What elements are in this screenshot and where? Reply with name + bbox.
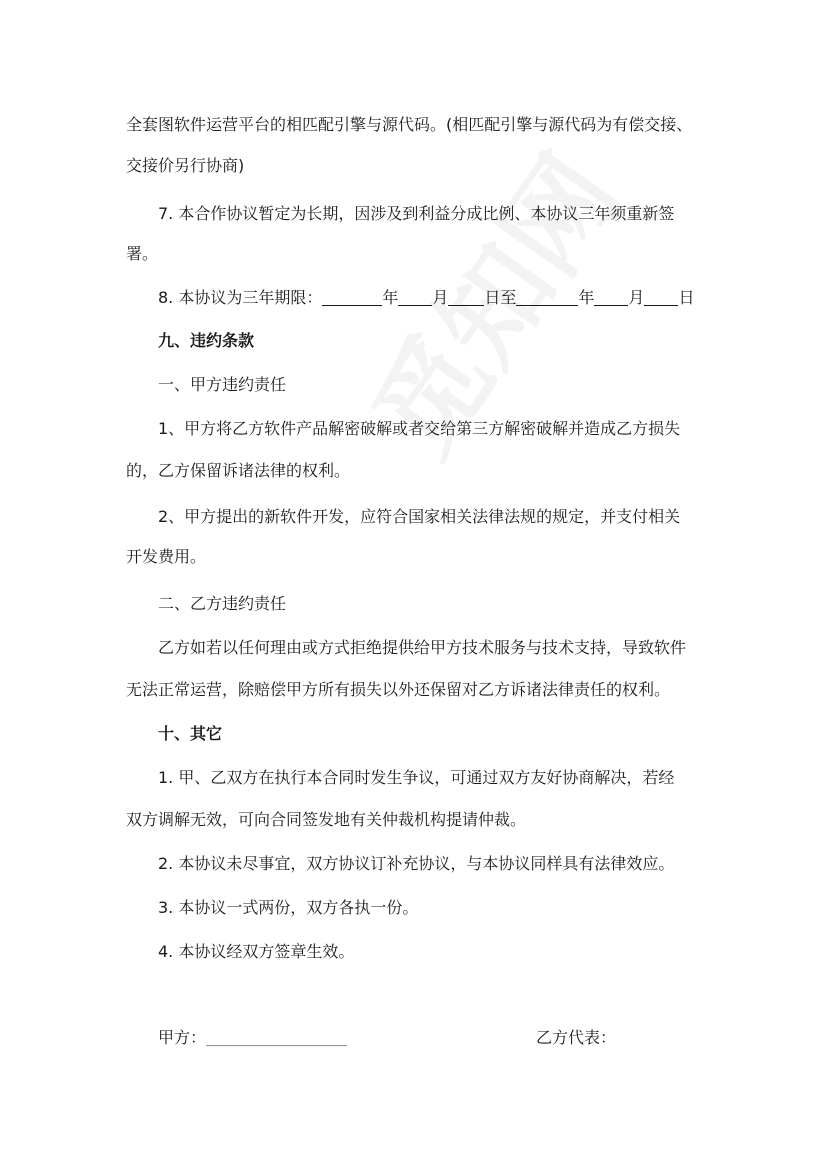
breach-item-2-cont: 开发费用。 xyxy=(126,547,207,566)
other-item-3: 3. 本协议一式两份，双方各执一份。 xyxy=(158,898,419,917)
month-label-2: 月 xyxy=(628,288,645,307)
breach-item-2: 2、甲方提出的新软件开发，应符合国家相关法律法规的规定，并支付相关 xyxy=(158,507,681,526)
breach-item-1: 1、甲方将乙方软件产品解密破解或者交给第三方解密破解并造成乙方损失 xyxy=(158,419,681,438)
other-item-4: 4. 本协议经双方签章生效。 xyxy=(158,942,355,961)
other-item-1: 1. 甲、乙双方在执行本合同时发生争议，可通过双方友好协商解决，若经 xyxy=(158,768,675,787)
day-to-label: 日至 xyxy=(484,288,517,307)
breach-item-1-cont: 的，乙方保留诉诸法律的权利。 xyxy=(126,461,351,480)
blank-month-start xyxy=(398,289,432,306)
blank-year-end xyxy=(516,289,578,306)
sub-heading-party-b: 二、乙方违约责任 xyxy=(158,594,287,613)
party-a-signature xyxy=(158,1027,347,1051)
clause-7-cont: 署。 xyxy=(126,244,159,263)
clause-8 xyxy=(158,287,706,309)
party-a-label: 甲方： xyxy=(158,1028,207,1047)
party-b-signature xyxy=(536,1027,616,1049)
blank-month-end xyxy=(594,289,628,306)
party-b-label: 乙方代表： xyxy=(536,1028,617,1047)
party-b-breach: 乙方如若以任何理由或方式拒绝提供给甲方技术服务与技术支持，导致软件 xyxy=(158,638,687,657)
blank-day-start xyxy=(448,289,484,306)
sub-heading-party-a: 一、甲方违约责任 xyxy=(158,375,287,394)
other-item-2: 2. 本协议未尽事宜，双方协议订补充协议，与本协议同样具有法律效应。 xyxy=(158,854,675,873)
year-label: 年 xyxy=(382,288,399,307)
section-9-heading: 九、违约条款 xyxy=(158,331,255,350)
clause-7: 7. 本合作协议暂定为长期，因涉及到利益分成比例、本协议三年须重新签 xyxy=(158,204,675,223)
paragraph-line: 交接价另行协商) xyxy=(126,156,245,175)
day-label-2: 日 xyxy=(678,288,695,307)
year-label-2: 年 xyxy=(578,288,595,307)
month-label: 月 xyxy=(432,288,449,307)
blank-day-end xyxy=(644,289,678,306)
section-10-heading: 十、其它 xyxy=(158,724,223,743)
party-b-breach-cont: 无法正常运营，除赔偿甲方所有损失以外还保留对乙方诉诸法律责任的权利。 xyxy=(126,680,671,699)
other-item-1-cont: 双方调解无效，可向合同签发地有关仲裁机构提请仲裁。 xyxy=(126,810,527,829)
party-a-signature-line: __________________ xyxy=(206,1032,347,1047)
clause-8-prefix: 8. 本协议为三年期限： xyxy=(158,288,323,307)
paragraph-line: 全套图软件运营平台的相匹配引擎与源代码。(相匹配引擎与源代码为有偿交接、 xyxy=(126,115,693,134)
blank-year-start xyxy=(322,289,382,306)
